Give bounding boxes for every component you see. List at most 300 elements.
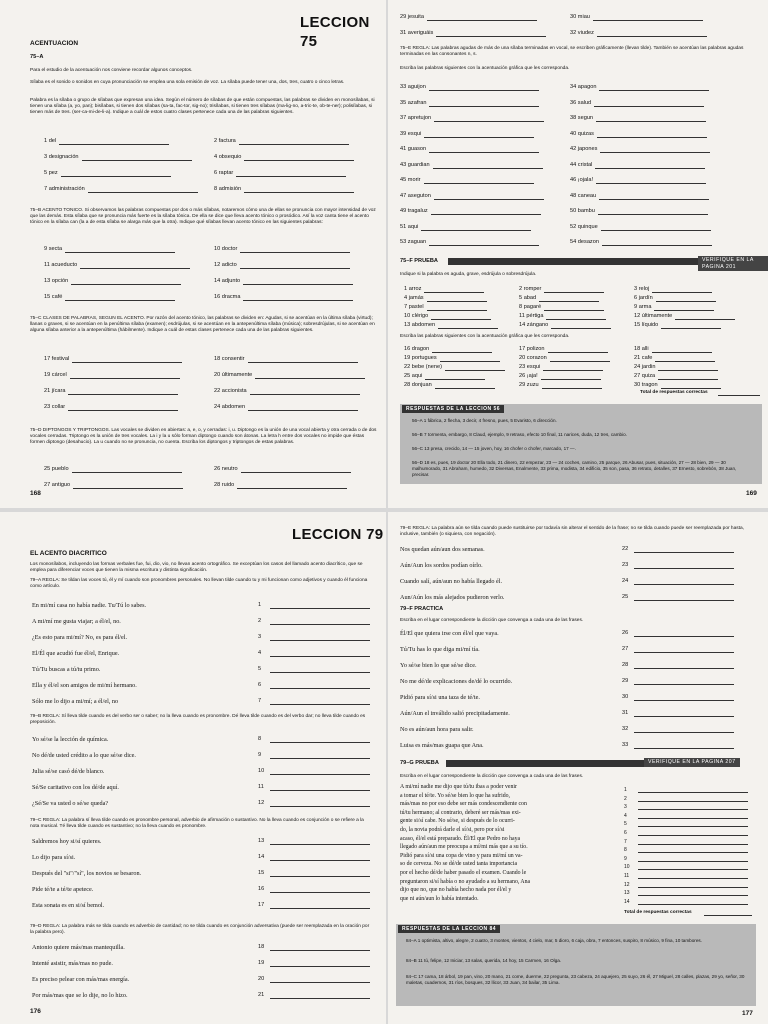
sentence: Aún/Aun los sordos podían oírlo. bbox=[400, 562, 483, 569]
answer-blank[interactable] bbox=[599, 84, 709, 91]
sentence: Aún/Aun el inválido salió precipitadamente. bbox=[400, 710, 510, 717]
exercise-item bbox=[519, 346, 608, 353]
answer-blank[interactable] bbox=[638, 818, 748, 819]
answer-blank[interactable] bbox=[634, 700, 734, 701]
answer-blank[interactable] bbox=[244, 154, 354, 161]
exercise-item bbox=[44, 388, 178, 395]
exercise-item bbox=[519, 313, 606, 320]
exercise-item bbox=[634, 355, 715, 362]
answer-blank[interactable] bbox=[597, 131, 707, 138]
item-number: 32 bbox=[570, 30, 577, 37]
answer-blank[interactable] bbox=[270, 672, 370, 673]
answer-blank[interactable] bbox=[634, 636, 734, 637]
answer-blank[interactable] bbox=[539, 295, 599, 302]
exercise-item bbox=[400, 193, 544, 200]
answer-blank[interactable] bbox=[638, 801, 748, 802]
item-number: 19 bbox=[404, 355, 411, 362]
answer-blank[interactable] bbox=[596, 177, 706, 184]
item-number: 16 bbox=[214, 294, 221, 301]
answer-blank[interactable] bbox=[270, 774, 370, 775]
item-number: 17 bbox=[519, 346, 526, 353]
item-number: 2 bbox=[519, 286, 523, 293]
item-word: arroz bbox=[408, 286, 422, 293]
exercise-item bbox=[404, 313, 491, 320]
answer-blank[interactable] bbox=[432, 346, 492, 353]
answer-blank[interactable] bbox=[434, 115, 544, 122]
answer-blank[interactable] bbox=[239, 138, 349, 145]
answer-blank[interactable] bbox=[270, 704, 370, 705]
answer-blank[interactable] bbox=[601, 224, 711, 231]
answer-blank[interactable] bbox=[70, 372, 180, 379]
item-number: 11 bbox=[624, 873, 630, 879]
item-number: 12 bbox=[624, 881, 630, 888]
answer-blank[interactable] bbox=[72, 356, 182, 363]
item-word: aqui bbox=[411, 373, 423, 380]
answer-blank[interactable] bbox=[638, 826, 748, 827]
exercise-item bbox=[214, 294, 353, 301]
exercise-item bbox=[519, 286, 604, 293]
answer-blank[interactable] bbox=[634, 584, 734, 585]
intro-paragraph: Sílaba es el sonido o sonidos en cuya pronunciación se emplea una sola emisión de voz. La sílaba puede tener una, dos, tres, cuatro o cinco letras. bbox=[30, 80, 345, 85]
item-number: 19 bbox=[258, 960, 265, 966]
answer-blank[interactable] bbox=[599, 193, 709, 200]
exercise-item bbox=[570, 224, 711, 231]
rule-paragraph-a: 79–A REGLA: Se tildan las voces tú, él y mí cuando son pronombres personales. No llevan tilde cuando tu y mi funcionan como adjetivos y cuando él funciona como artículo. bbox=[30, 578, 368, 590]
answer-blank[interactable] bbox=[71, 278, 181, 285]
item-word: acueducto bbox=[51, 262, 78, 269]
answer-line: 56–A 1 fábrica, 2 flecha, 3 decir, 4 fresno, pues, 5 Evaristo, 6 dirección. bbox=[412, 418, 557, 423]
item-number: 36 bbox=[570, 99, 577, 106]
exercise-item bbox=[570, 193, 709, 200]
item-number: 10 bbox=[404, 313, 411, 320]
item-number: 22 bbox=[214, 388, 221, 395]
answer-blank[interactable] bbox=[255, 372, 365, 379]
answer-blank[interactable] bbox=[638, 869, 748, 870]
answer-blank[interactable] bbox=[248, 356, 358, 363]
rule-paragraph-b: 75–B ACENTO TONICO. Si observamos las palabras compuestas por dos o más sílabas, notaremos cómo una de ellas se pronuncia con mayor intensidad de voz que las demás. Esta sílaba que se pronuncia más fuerte es la sílaba tónica. De ella se dice que lleva acento tónico o prosódico. Así la voz canta tiene el acento tónico en la sílaba can (la a de esta sílaba se alarga más que la otra). Indique qué sílabas llevan acento tónico en las siguientes palabras: bbox=[30, 208, 376, 226]
answer-blank[interactable] bbox=[634, 732, 734, 733]
answer-blank[interactable] bbox=[596, 115, 706, 122]
answer-blank[interactable] bbox=[241, 466, 351, 473]
item-word: últimamente bbox=[641, 313, 673, 320]
answer-blank[interactable] bbox=[270, 640, 370, 641]
item-word: apretujon bbox=[407, 115, 432, 122]
verify-badge: VERIFIQUE EN LA PAGINA 207 bbox=[644, 758, 740, 767]
item-number: 14 bbox=[214, 278, 221, 285]
answer-line: 84–B 11 tú, felipe, 12 Iniciar, 13 salas, querida, 14 hoy, 15 Carmen, 16 Olga. bbox=[406, 958, 562, 963]
answer-blank[interactable] bbox=[72, 466, 182, 473]
item-number: 46 bbox=[570, 177, 577, 184]
item-number: 12 bbox=[258, 800, 265, 806]
answer-blank[interactable] bbox=[427, 14, 537, 21]
item-word: polizon bbox=[526, 346, 545, 353]
item-number: 11 bbox=[258, 784, 264, 790]
answer-blank[interactable] bbox=[427, 304, 487, 311]
answer-blank[interactable] bbox=[80, 262, 190, 269]
answer-blank[interactable] bbox=[61, 170, 171, 177]
item-word: bebe (nene) bbox=[411, 364, 442, 371]
answer-blank[interactable] bbox=[270, 982, 370, 983]
answer-blank[interactable] bbox=[638, 835, 748, 836]
answer-line: 84–A 1 optimista, altivo, alegre, 2 cuatro, 3 montes, vientos, 4 cielo, mar, 5 dioro, 6 caja, obra, 7 entonces, suspiro, 8 músico, 9 fina, 10 tambores. bbox=[406, 938, 702, 943]
answer-blank[interactable] bbox=[65, 294, 175, 301]
answer-blank[interactable] bbox=[655, 355, 715, 362]
exercise-item bbox=[570, 239, 712, 246]
answers-title: RESPUESTAS DE LA LECCION 56 bbox=[402, 405, 504, 413]
item-number: 47 bbox=[400, 192, 407, 199]
answer-blank[interactable] bbox=[425, 373, 485, 380]
answer-blank[interactable] bbox=[424, 286, 484, 293]
answer-blank[interactable] bbox=[429, 239, 539, 246]
item-number: 34 bbox=[570, 84, 577, 91]
item-word: guason bbox=[407, 146, 427, 153]
item-number: 35 bbox=[400, 99, 407, 106]
answer-blank[interactable] bbox=[638, 895, 748, 896]
answer-blank[interactable] bbox=[240, 246, 350, 253]
answer-blank[interactable] bbox=[594, 100, 704, 107]
exercise-item bbox=[634, 304, 714, 311]
instruction: Indique si la palabra es aguda, grave, esdrújula o sobresdrújula. bbox=[400, 272, 537, 277]
item-number: 50 bbox=[570, 208, 577, 215]
answer-blank[interactable] bbox=[543, 364, 603, 371]
answer-blank[interactable] bbox=[270, 950, 370, 951]
item-word: alli bbox=[641, 346, 649, 353]
answer-blank[interactable] bbox=[656, 295, 716, 302]
answer-blank[interactable] bbox=[597, 30, 707, 37]
page-169 bbox=[388, 0, 768, 508]
rule-paragraph-e: 79–E REGLA: La palabra aún se tilda cuando puede sustituirse por todavía sin alterar el sentido de la frase; no se tilda cuando puede ser reemplazada por hasta, inclusive, también (o siquiera, con negación). bbox=[400, 526, 744, 538]
item-number: 7 bbox=[44, 186, 48, 193]
item-number: 21 bbox=[634, 355, 641, 362]
exercise-item bbox=[214, 186, 354, 193]
item-word: abdomen bbox=[221, 404, 246, 411]
answer-blank[interactable] bbox=[600, 146, 710, 153]
answer-blank[interactable] bbox=[250, 388, 360, 395]
exercise-item bbox=[44, 138, 169, 145]
answer-blank[interactable] bbox=[544, 286, 604, 293]
answer-blank[interactable] bbox=[661, 322, 721, 329]
answer-blank[interactable] bbox=[59, 138, 169, 145]
answer-blank[interactable] bbox=[270, 688, 370, 689]
item-word: cristal bbox=[577, 161, 593, 168]
answer-line: 56–B 7 tormenta, embargo, 8 Claud, ejemplo, 9 retraso, efecto 10 final, 11 narices, duda, 12 tres, cambio. bbox=[412, 432, 627, 437]
answer-blank[interactable] bbox=[236, 170, 346, 177]
item-number: 5 bbox=[258, 666, 262, 672]
answer-blank[interactable] bbox=[638, 792, 748, 793]
answer-blank[interactable] bbox=[634, 552, 734, 553]
item-number: 25 bbox=[404, 373, 411, 380]
answer-blank[interactable] bbox=[270, 908, 370, 909]
answer-blank[interactable] bbox=[270, 742, 370, 743]
answer-blank[interactable] bbox=[638, 861, 748, 862]
answer-blank[interactable] bbox=[593, 14, 703, 21]
test-title: 79–G PRUEBA bbox=[400, 760, 439, 766]
answer-blank[interactable] bbox=[270, 790, 370, 791]
item-number: 15 bbox=[44, 294, 51, 301]
answer-blank[interactable] bbox=[270, 860, 370, 861]
answer-blank[interactable] bbox=[243, 294, 353, 301]
exercise-item bbox=[570, 84, 709, 91]
answer-blank[interactable] bbox=[270, 876, 370, 877]
page-176 bbox=[0, 512, 386, 1024]
item-number: 23 bbox=[622, 562, 629, 568]
answer-blank[interactable] bbox=[429, 146, 539, 153]
paragraph-line: a tomar el té/te. Yo sé/se bien lo que ha sufrido, bbox=[400, 792, 510, 799]
answer-blank[interactable] bbox=[270, 656, 370, 657]
subsection-label: 75–A bbox=[30, 54, 44, 60]
total-line bbox=[718, 395, 760, 396]
sentence: Saldremos hoy si/sí quieres. bbox=[32, 838, 102, 845]
item-number: 14 bbox=[258, 854, 265, 860]
rule-paragraph-c: 79–C REGLA: La palabra sí lleva tilde cuando es pronombre personal, adverbio de afirmación o sustantivo. No la lleva cuando es conjunción o se refiere a la nota musical. Té lleva tilde cuando es sustantivo; no la lleva cuando es pronombre. bbox=[30, 818, 364, 830]
answer-blank[interactable] bbox=[675, 313, 735, 320]
item-word: esqui bbox=[526, 364, 541, 371]
item-number: 37 bbox=[400, 115, 407, 122]
answer-blank[interactable] bbox=[270, 758, 370, 759]
item-number: 9 bbox=[258, 752, 262, 758]
answer-blank[interactable] bbox=[634, 600, 734, 601]
item-number: 6 bbox=[624, 830, 627, 836]
answer-blank[interactable] bbox=[445, 364, 505, 371]
answer-blank[interactable] bbox=[634, 652, 734, 653]
sentence: Por más/mas que se lo dije, no lo hizo. bbox=[32, 992, 128, 999]
instruction: Escriba en el lugar correspondiente la dicción que convenga a cada una de las frases. bbox=[400, 618, 584, 623]
answer-blank[interactable] bbox=[661, 382, 721, 389]
answer-blank[interactable] bbox=[248, 404, 358, 411]
rule-paragraph-d: 75–D DIPTONGOS Y TRIPTONGOS. Las vocales se dividen en abiertas: a, e, o, y cerradas: i, u. Diptongo es la unión de una vocal abierta y otra cerrada o de dos vocales cerradas. Triptongo es la unión de tres vocales. La i y la u sólo forman diptongo cuando son átonas. La letra h entre dos vocales no impide que éstas formen diptongo (desahucio). La u cuando no se pronuncia, no cuenta. Escriba los diptongos y triptongos de estas palabras. bbox=[30, 428, 377, 446]
exercise-item bbox=[214, 356, 358, 363]
exercise-item bbox=[634, 286, 712, 293]
intro-paragraph: Para el estudio de la acentuación nos conviene recordar algunos conceptos. bbox=[30, 68, 193, 73]
item-number: 2 bbox=[624, 795, 627, 802]
answer-blank[interactable] bbox=[237, 482, 347, 489]
exercise-item bbox=[214, 388, 360, 395]
rule-paragraph-d: 79–D REGLA: La palabra más se tilda cuando es adverbio de cantidad; no se tilda cuando es conjunción adversativa (puede ser reemplazada en la oración por la palabra pero). bbox=[30, 924, 370, 936]
answer-blank[interactable] bbox=[421, 224, 531, 231]
answer-blank[interactable] bbox=[541, 373, 601, 380]
answer-blank[interactable] bbox=[546, 313, 606, 320]
answer-blank[interactable] bbox=[244, 186, 354, 193]
answer-blank[interactable] bbox=[438, 322, 498, 329]
item-word: accionista bbox=[221, 388, 247, 395]
item-number: 3 bbox=[634, 286, 638, 293]
answer-blank[interactable] bbox=[544, 304, 604, 311]
item-number: 28 bbox=[404, 382, 411, 389]
item-number: 11 bbox=[44, 262, 50, 269]
sentence: Yo sé/se bien lo que sé/se dice. bbox=[400, 662, 477, 669]
item-number: 21 bbox=[258, 992, 265, 998]
sentence: Nos quedan aún/aun dos semanas. bbox=[400, 546, 485, 553]
item-number: 24 bbox=[622, 578, 629, 584]
item-word: quizas bbox=[577, 130, 594, 137]
item-word: clérigo bbox=[411, 313, 429, 320]
paragraph-line: gente si/sí cabe. No sé/se, si después de lo ocurri- bbox=[400, 818, 515, 825]
answer-blank[interactable] bbox=[595, 162, 705, 169]
answer-blank[interactable] bbox=[652, 346, 712, 353]
answer-blank[interactable] bbox=[634, 748, 734, 749]
item-word: guardian bbox=[407, 161, 430, 168]
paragraph-line: más/mas no por eso debe ser más condescendiente con bbox=[400, 801, 527, 808]
item-number: 14 bbox=[624, 898, 630, 905]
exercise-item bbox=[214, 372, 365, 379]
answer-blank[interactable] bbox=[434, 193, 544, 200]
item-number: 30 bbox=[622, 694, 629, 700]
answer-blank[interactable] bbox=[638, 887, 748, 888]
answer-blank[interactable] bbox=[652, 286, 712, 293]
exercise-item bbox=[400, 100, 539, 107]
answer-blank[interactable] bbox=[424, 131, 534, 138]
item-word: japones bbox=[577, 146, 598, 153]
answer-blank[interactable] bbox=[634, 568, 734, 569]
answer-blank[interactable] bbox=[270, 624, 370, 625]
answer-blank[interactable] bbox=[65, 246, 175, 253]
answer-blank[interactable] bbox=[638, 852, 748, 853]
item-word: antiguo bbox=[51, 482, 71, 489]
answer-blank[interactable] bbox=[658, 364, 718, 371]
exercise-item bbox=[400, 224, 531, 231]
answer-blank[interactable] bbox=[431, 313, 491, 320]
answer-blank[interactable] bbox=[68, 404, 178, 411]
answer-blank[interactable] bbox=[240, 262, 350, 269]
answer-blank[interactable] bbox=[429, 84, 539, 91]
answer-blank[interactable] bbox=[440, 355, 500, 362]
item-word: zuzu bbox=[526, 382, 539, 389]
sentence: Lo dijo para sí/si. bbox=[32, 854, 76, 861]
answer-blank[interactable] bbox=[634, 716, 734, 717]
item-number: 6 bbox=[214, 170, 218, 177]
answer-blank[interactable] bbox=[270, 998, 370, 999]
answer-blank[interactable] bbox=[598, 208, 708, 215]
item-number: 48 bbox=[570, 192, 577, 199]
item-number: 2 bbox=[258, 618, 262, 624]
item-word: ruido bbox=[221, 482, 235, 489]
item-number: 54 bbox=[570, 239, 577, 246]
item-word: pueblo bbox=[51, 466, 69, 473]
item-word: dragon bbox=[411, 346, 430, 353]
total-line bbox=[704, 915, 752, 916]
paragraph-line: dijo que no, que no había hecho nada por él/el y bbox=[400, 887, 512, 894]
item-number: 13 bbox=[44, 278, 51, 285]
sentence: Tú/Tu has lo que diga mi/mí tía. bbox=[400, 646, 480, 653]
item-number: 4 bbox=[214, 154, 218, 161]
answer-blank[interactable] bbox=[68, 388, 178, 395]
answer-blank[interactable] bbox=[73, 482, 183, 489]
exercise-item bbox=[634, 382, 721, 389]
answer-blank[interactable] bbox=[435, 382, 495, 389]
item-word: morir bbox=[407, 177, 421, 184]
item-number: 27 bbox=[622, 646, 629, 652]
exercise-item bbox=[44, 294, 175, 301]
answer-blank[interactable] bbox=[634, 668, 734, 669]
answer-blank[interactable] bbox=[270, 892, 370, 893]
exercise-item bbox=[404, 295, 487, 302]
answer-blank[interactable] bbox=[436, 30, 546, 37]
item-number: 31 bbox=[622, 710, 629, 716]
answer-blank[interactable] bbox=[638, 844, 748, 845]
answer-blank[interactable] bbox=[550, 355, 610, 362]
answer-blank[interactable] bbox=[270, 966, 370, 967]
sentence: Aun/Aún los más alejados pudieron verlo. bbox=[400, 594, 505, 601]
exercise-item bbox=[44, 404, 178, 411]
exercise-item bbox=[570, 115, 706, 122]
item-number: 4 bbox=[624, 812, 627, 819]
exercise-item bbox=[44, 170, 171, 177]
answer-blank[interactable] bbox=[424, 177, 534, 184]
answer-blank[interactable] bbox=[88, 186, 198, 193]
exercise-item bbox=[519, 373, 601, 380]
sentence: Esta sonata es en si/sí bemol. bbox=[32, 902, 105, 909]
answer-blank[interactable] bbox=[638, 809, 748, 810]
exercise-item bbox=[634, 373, 718, 380]
item-word: festival bbox=[51, 356, 70, 363]
answer-blank[interactable] bbox=[548, 346, 608, 353]
answer-blank[interactable] bbox=[634, 684, 734, 685]
answer-blank[interactable] bbox=[270, 806, 370, 807]
item-number: 24 bbox=[214, 404, 221, 411]
exercise-item bbox=[519, 322, 611, 329]
answer-blank[interactable] bbox=[638, 904, 748, 905]
answer-blank[interactable] bbox=[638, 878, 748, 879]
answer-blank[interactable] bbox=[658, 373, 718, 380]
sentence: Ella y él/el son amigos de mi/mí hermano. bbox=[32, 682, 137, 689]
item-number: 7 bbox=[258, 698, 262, 704]
answer-blank[interactable] bbox=[427, 295, 487, 302]
answer-blank[interactable] bbox=[542, 382, 602, 389]
answer-blank[interactable] bbox=[654, 304, 714, 311]
rule-paragraph-e: 75–E REGLA: Las palabras agudas de más de una sílaba terminadas en vocal, se escriben gráficamente (llevan tilde). También se acentúan las palabras agudas terminadas en las consonantes n, s. bbox=[400, 46, 744, 58]
item-number: 4 bbox=[404, 295, 408, 302]
sentence: Yo sé/se la lección de química. bbox=[32, 736, 109, 743]
sentence: ¿Es esto para mi/mí? No, es para él/el. bbox=[32, 634, 128, 641]
page-number: 177 bbox=[742, 1010, 753, 1017]
sentence: Él/El que quiera irse con él/el que vaya. bbox=[400, 630, 499, 637]
answer-blank[interactable] bbox=[270, 844, 370, 845]
item-word: reloj bbox=[638, 286, 650, 293]
exercise-item bbox=[400, 239, 539, 246]
item-number: 23 bbox=[519, 364, 526, 371]
answer-blank[interactable] bbox=[431, 208, 541, 215]
item-number: 41 bbox=[400, 146, 407, 153]
answer-blank[interactable] bbox=[551, 322, 611, 329]
answer-blank[interactable] bbox=[429, 100, 539, 107]
item-word: jardín bbox=[638, 295, 653, 302]
answers-title: RESPUESTAS DE LA LECCION 84 bbox=[398, 925, 500, 933]
exercise-item bbox=[400, 84, 539, 91]
item-word: pagaré bbox=[523, 304, 542, 311]
item-word: adicto bbox=[221, 262, 237, 269]
answer-blank[interactable] bbox=[82, 154, 192, 161]
answer-blank[interactable] bbox=[602, 239, 712, 246]
exercise-item bbox=[634, 295, 716, 302]
item-word: líquido bbox=[641, 322, 659, 329]
lesson-title: LECCION 79 bbox=[292, 526, 384, 543]
answer-blank[interactable] bbox=[270, 608, 370, 609]
exercise-item bbox=[404, 322, 498, 329]
item-number: 13 bbox=[624, 890, 630, 897]
answer-blank[interactable] bbox=[243, 278, 353, 285]
page-177 bbox=[388, 512, 768, 1024]
exercise-item bbox=[404, 346, 492, 353]
sentence: No es aún/aun hora para salir. bbox=[400, 726, 474, 733]
item-number: 26 bbox=[622, 630, 629, 636]
answer-blank[interactable] bbox=[433, 162, 543, 169]
sentence: ¿Sé/Se va usted o sé/se queda? bbox=[32, 800, 109, 807]
sentence: Antonio quiere más/mas mantequilla. bbox=[32, 944, 125, 951]
item-number: 43 bbox=[400, 161, 407, 168]
sentence: Sólo me lo dijo a mi/mí; a él/el, no bbox=[32, 698, 119, 705]
item-number: 16 bbox=[258, 886, 265, 892]
page-number: 169 bbox=[746, 490, 757, 497]
